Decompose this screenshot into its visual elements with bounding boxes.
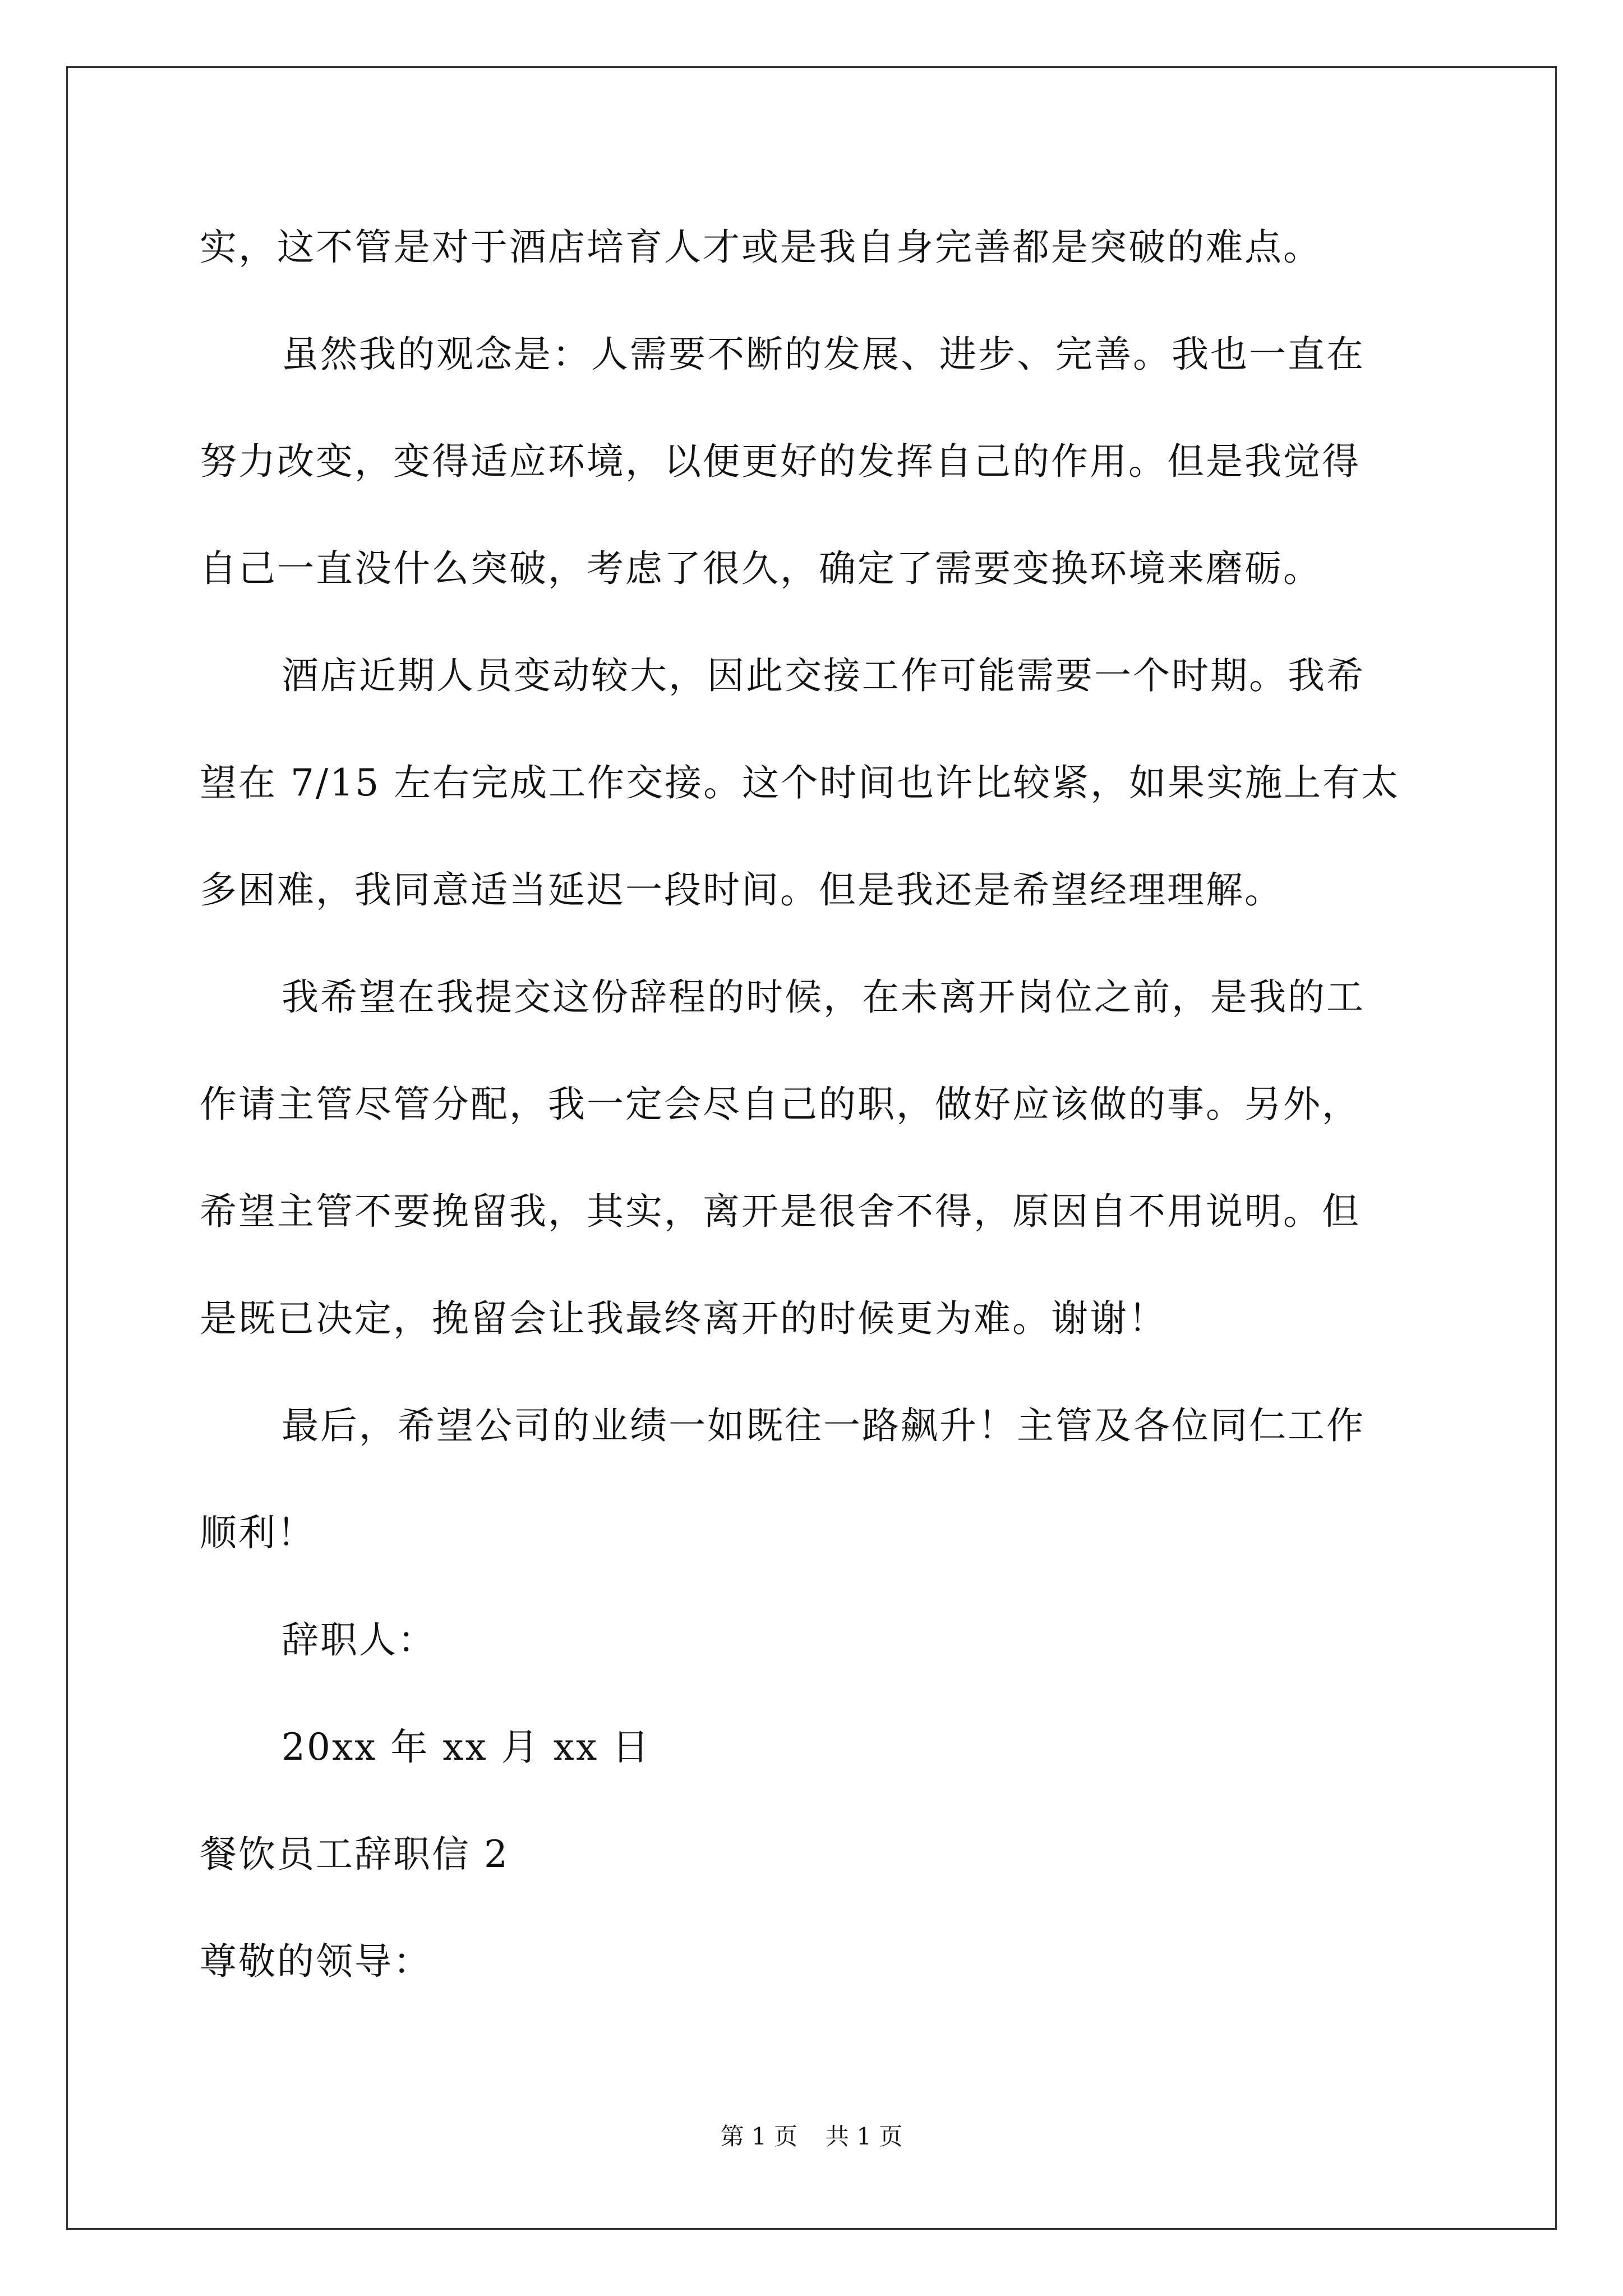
text-line-7: 多困难，我同意适当延迟一段时间。但是我还是希望经理理解。 [200, 868, 1283, 912]
text-line-8: 我希望在我提交这份辞程的时候，在未离开岗位之前，是我的工 [282, 976, 1365, 1019]
salutation: 尊敬的领导： [200, 1940, 432, 1983]
page-number-total: 共 1 页 [826, 2123, 903, 2150]
text-line-13: 顺利！ [200, 1511, 316, 1554]
page-footer [0, 2123, 1623, 2151]
page-number-current: 第 1 页 [720, 2123, 797, 2150]
text-line-4: 自己一直没什么突破，考虑了很久，确定了需要变换环境来磨砺。 [200, 547, 1322, 590]
document-body [200, 194, 1433, 2015]
signature-date: 20xx 年 xx 月 xx 日 [282, 1726, 651, 1769]
text-line-10: 希望主管不要挽留我，其实，离开是很舍不得，原因自不用说明。但 [200, 1190, 1361, 1233]
text-line-9: 作请主管尽管分配，我一定会尽自己的职，做好应该做的事。另外， [200, 1083, 1361, 1126]
text-line-6: 望在 7/15 左右完成工作交接。这个时间也许比较紧，如果实施上有太 [200, 761, 1400, 804]
text-line-2: 虽然我的观念是：人需要不断的发展、进步、完善。我也一直在 [282, 333, 1365, 376]
text-line-11: 是既已决定，挽留会让我最终离开的时候更为难。谢谢！ [200, 1297, 1167, 1340]
text-line-12: 最后，希望公司的业绩一如既往一路飙升！主管及各位同仁工作 [282, 1404, 1365, 1447]
text-line-5: 酒店近期人员变动较大，因此交接工作可能需要一个时期。我希 [282, 654, 1365, 697]
text-line-3: 努力改变，变得适应环境，以便更好的发挥自己的作用。但是我觉得 [200, 440, 1361, 483]
text-line-1: 实，这不管是对于酒店培育人才或是我自身完善都是突破的难点。 [200, 226, 1322, 269]
signature-label: 辞职人： [282, 1618, 436, 1662]
section-heading: 餐饮员工辞职信 2 [200, 1833, 509, 1876]
